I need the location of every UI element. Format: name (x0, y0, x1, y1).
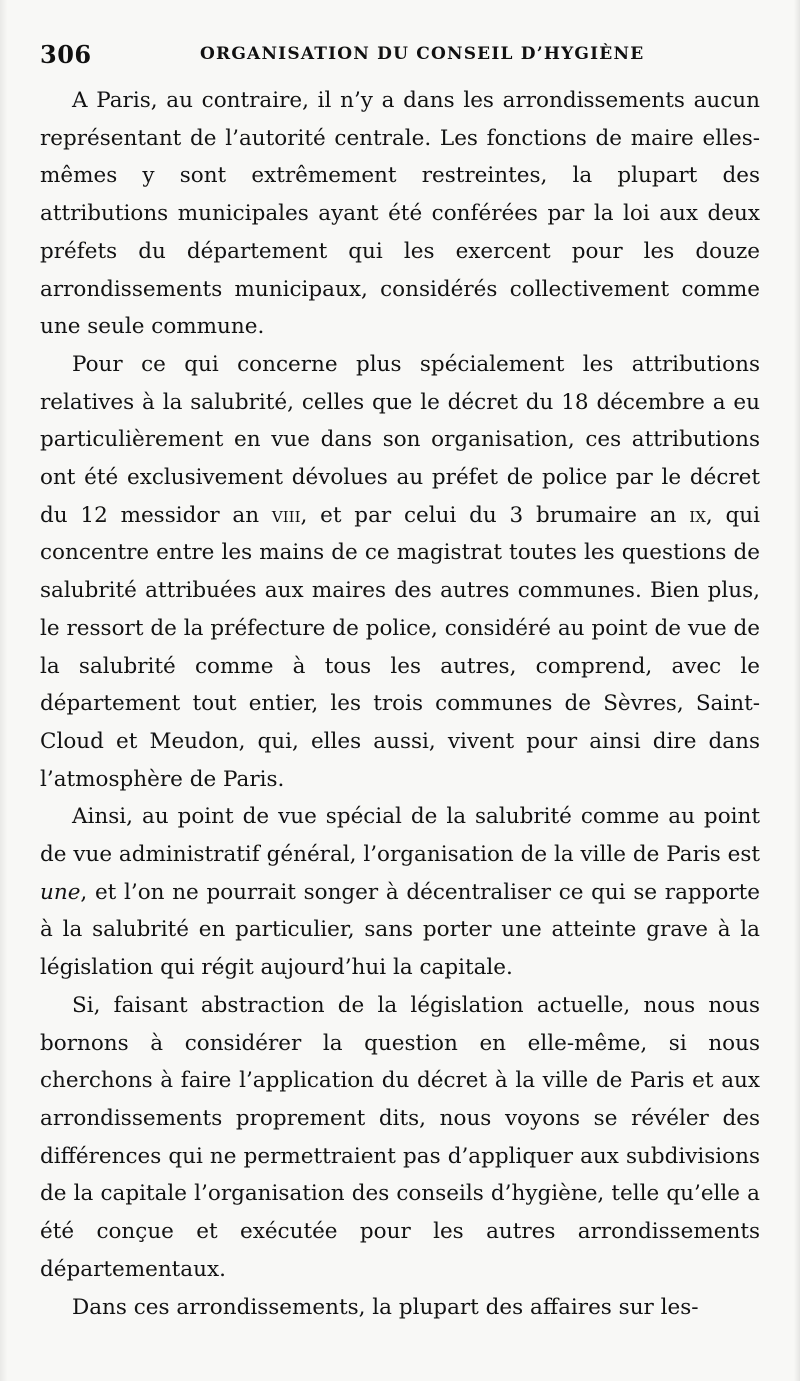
page-edge-shadow-right (794, 0, 800, 1381)
page-number: 306 (40, 40, 92, 69)
page-edge-shadow-left (0, 0, 8, 1381)
year-ix: ix (689, 502, 706, 528)
italic-une: une (40, 879, 81, 905)
paragraph-1 (40, 82, 760, 346)
paragraph-3-text-a: Ainsi, au point de vue spécial de la salubrité comme au point de vue administratif général, l’organisation de la ville de Paris est (40, 804, 760, 868)
paragraph-4 (40, 987, 760, 1289)
paragraph-2-text-c: , qui concentre entre les mains de ce magistrat toutes les questions de salubrité attribuées aux maires des autres communes. Bien plus, le ressort de la préfecture de police, considéré au point de vue de la salubrité comme à tous les autres, comprend, avec le département tout entier, les trois communes de Sèvres, Saint-Cloud et Meudon, qui, elles aussi, vivent pour ainsi dire dans l’atmosphère de Paris. (40, 502, 760, 792)
paragraph-2-text-b: , et par celui du 3 brumaire an (300, 502, 690, 528)
paragraph-4-text: Si, faisant abstraction de la législation actuelle, nous nous bornons à considérer la question en elle-même, si nous cherchons à faire l’application du décret à la ville de Paris et aux arrondissements proprement dits, nous voyons se révéler des différences qui ne permettraient pas d’appliquer aux subdivisions de la capitale l’organisation des conseils d’hygiène, telle qu’elle a été conçue et exécutée pour les autres arrondissements départementaux. (40, 992, 760, 1282)
paragraph-3 (40, 798, 760, 987)
year-viii: viii (271, 502, 301, 528)
paragraph-1-text: A Paris, au contraire, il n’y a dans les arrondissements aucun représentant de l’autorité centrale. Les fonctions de maire elles-mêmes y sont extrêmement restreintes, la plupart des attributions municipales ayant été conférées par la loi aux deux préfets du département qui les exercent pour les douze arrondissements municipaux, considérés collectivement comme une seule commune. (40, 88, 760, 340)
paragraph-5-text: Dans ces arrondissements, la plupart des affaires sur les- (72, 1294, 699, 1320)
paragraph-2 (40, 346, 760, 798)
running-head: ORGANISATION DU CONSEIL D’HYGIÈNE (200, 44, 645, 64)
paragraph-5 (40, 1289, 760, 1327)
paragraph-2-text-a: Pour ce qui concerne plus spécialement les attributions relatives à la salubrité, celles que le décret du 18 décembre a eu particulièrement en vue dans son organisation, ces attributions ont été exclusivement dévolues au préfet de police par le décret du 12 messidor an (40, 351, 760, 528)
page-body (40, 82, 760, 1326)
page-header (40, 40, 760, 74)
paragraph-3-text-b: , et l’on ne pourrait songer à décentraliser ce qui se rapporte à la salubrité en particulier, sans porter une atteinte grave à la législation qui régit aujourd’hui la capitale. (40, 879, 760, 981)
